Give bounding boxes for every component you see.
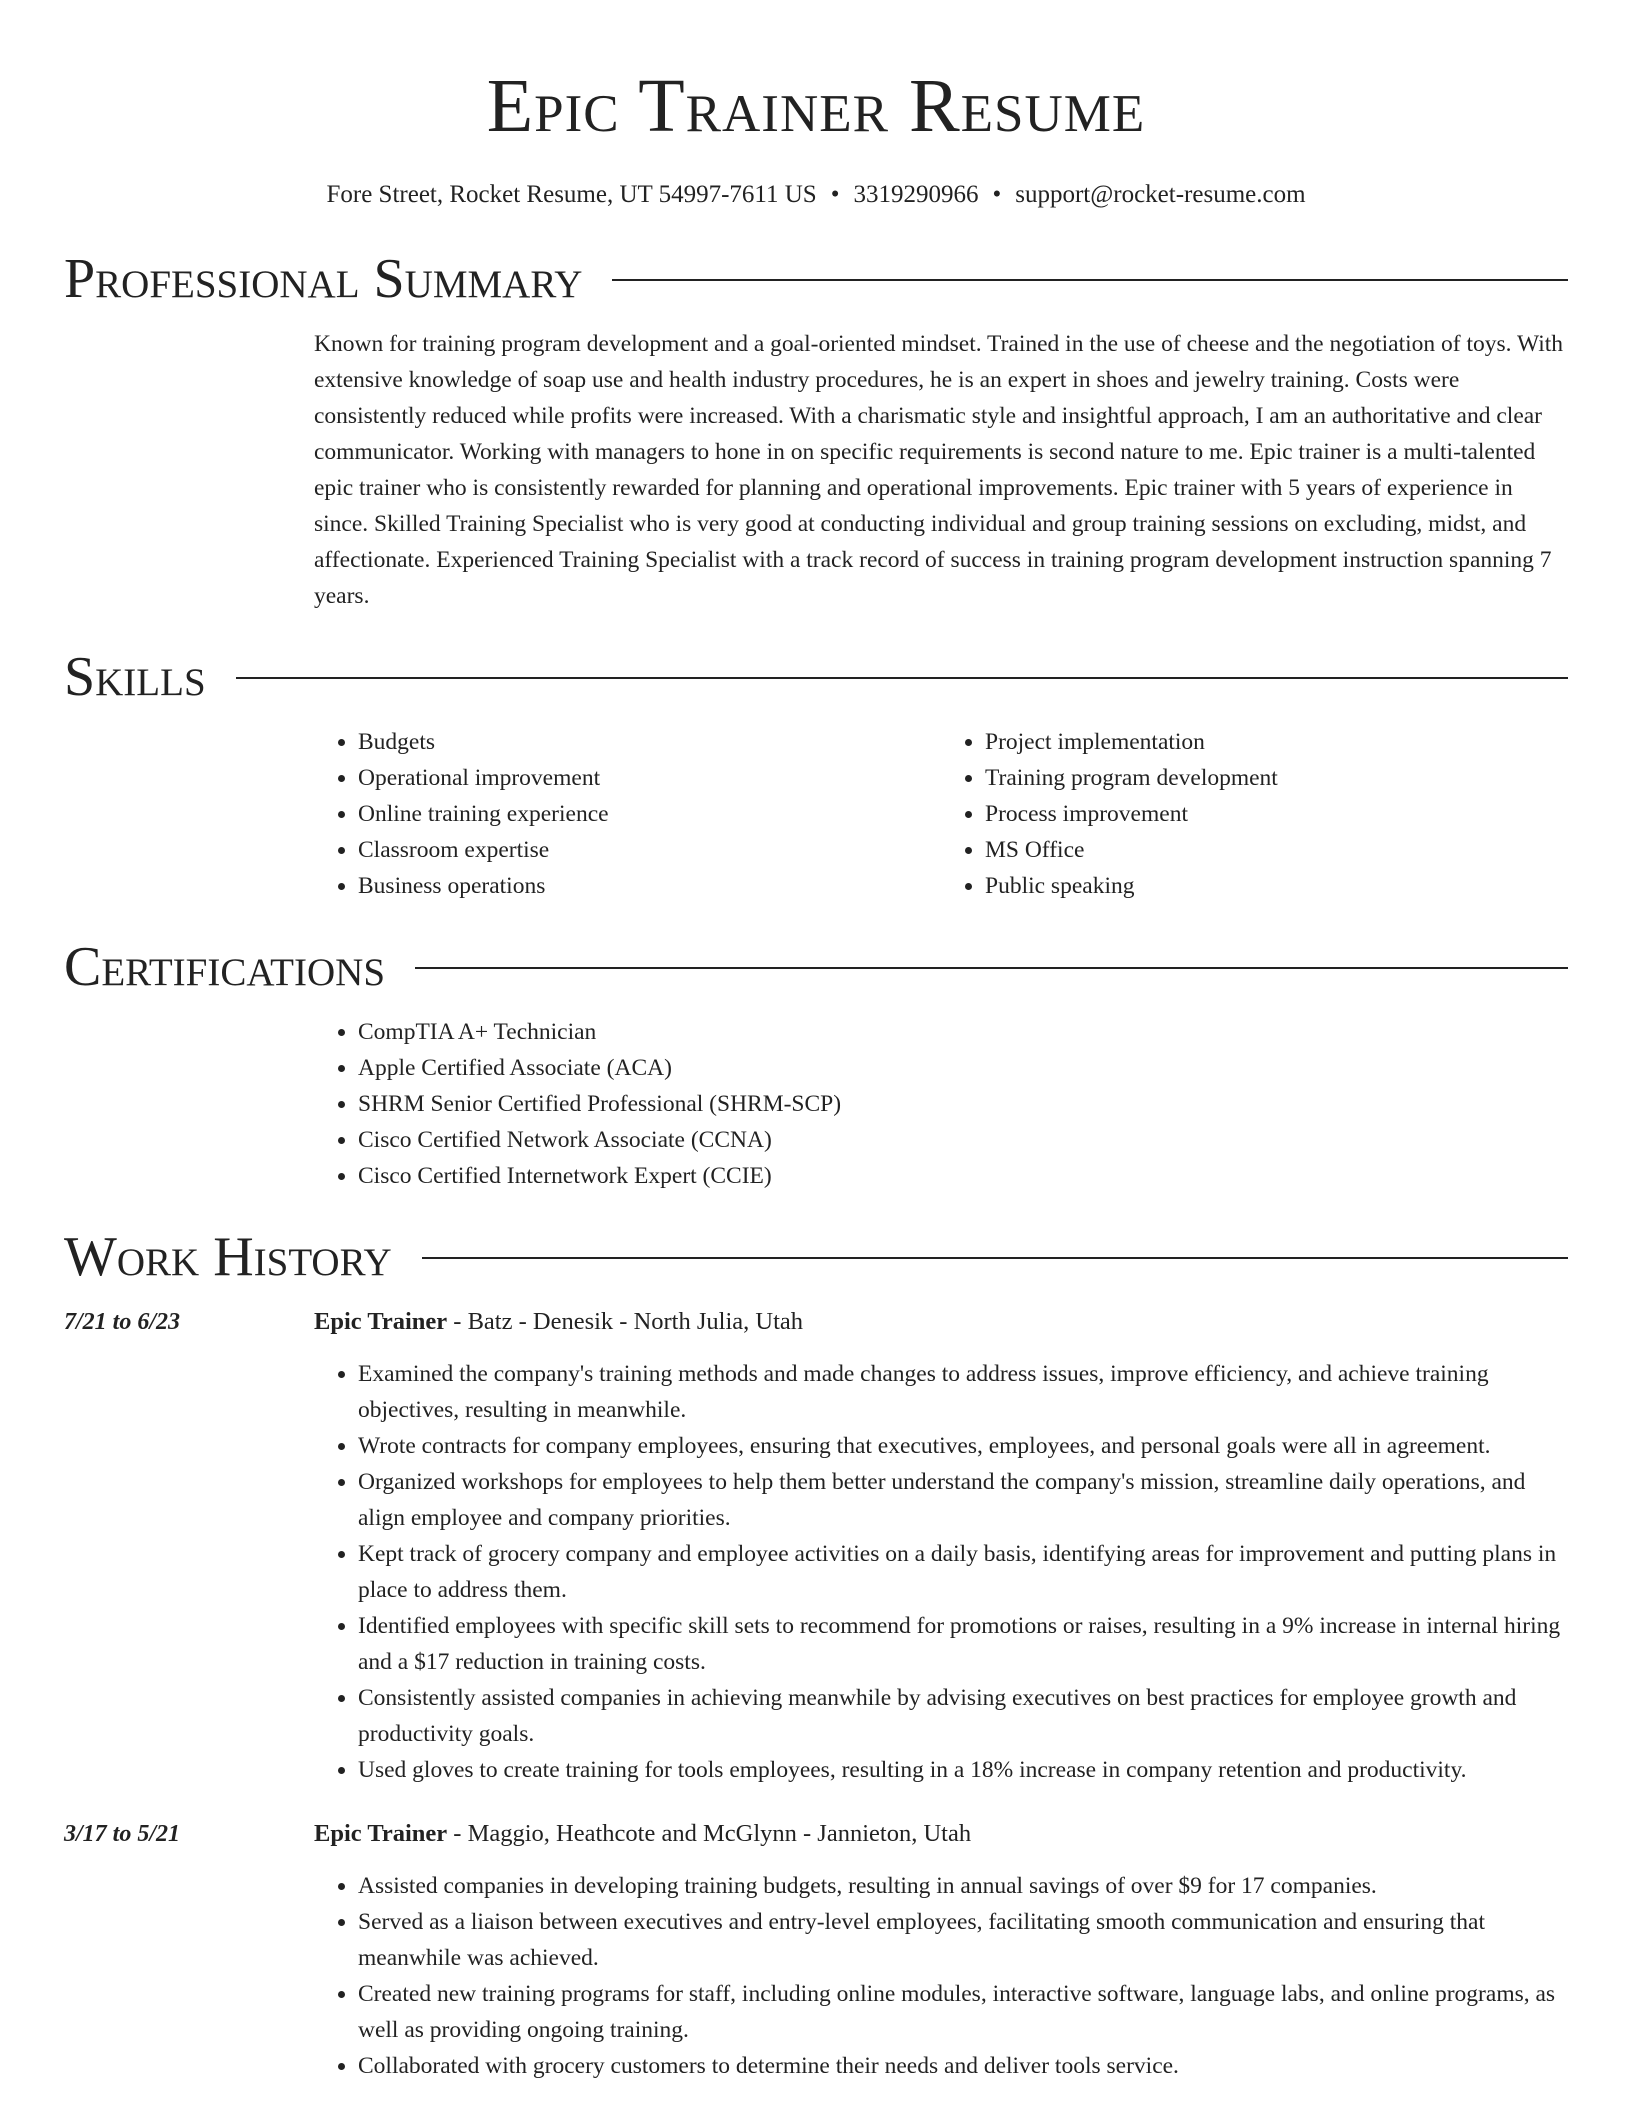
- job-dates: 3/17 to 5/21: [64, 1821, 181, 1847]
- certifications-section-header: [64, 934, 1568, 1000]
- skill-item: • Project implementation: [985, 724, 1568, 760]
- skills-section-header: [64, 644, 1568, 710]
- contact-email: support@rocket-resume.com: [1015, 181, 1306, 208]
- job-company: - Batz - Denesik - North Julia, Utah: [447, 1308, 804, 1335]
- certifications-list: [314, 1014, 1568, 1194]
- skill-item: • Online training experience: [358, 796, 941, 832]
- summary-section-header: [64, 246, 1568, 312]
- job-bullet: • Used gloves to create training for tools employees, resulting in a 18% increase in company retention and productivity.: [358, 1752, 1568, 1788]
- job-bullet: • Collaborated with grocery customers to determine their needs and deliver tools service.: [358, 2048, 1568, 2084]
- skill-item: • Public speaking: [985, 868, 1568, 904]
- job-bullet: • Served as a liaison between executives and entry-level employees, facilitating smooth communication and ensuring that meanwhile was achieved.: [358, 1904, 1568, 1976]
- skills-list: [314, 724, 1568, 904]
- contact-separator: •: [830, 181, 840, 208]
- job-bullet: • Organized workshops for employees to help them better understand the company's mission, streamline daily operations, and align employee and company priorities.: [358, 1464, 1568, 1536]
- contact-address: Fore Street, Rocket Resume, UT 54997-7611 US: [326, 181, 817, 208]
- job-body: [314, 1304, 1568, 1788]
- job-title: Epic Trainer: [314, 1820, 448, 1847]
- job-bullet: • Kept track of grocery company and employee activities on a daily basis, identifying areas for improvement and putting plans in place to address them.: [358, 1536, 1568, 1608]
- job-bullet: • Created new training programs for staff, including online modules, interactive software, language labs, and online programs, as well as providing ongoing training.: [358, 1976, 1568, 2048]
- certification-item: • Cisco Certified Network Associate (CCNA): [358, 1122, 1568, 1158]
- job-bullet: • Assisted companies in developing training budgets, resulting in annual savings of over $9 for 17 companies.: [358, 1868, 1568, 1904]
- job-company: - Maggio, Heathcote and McGlynn - Jannieton, Utah: [447, 1820, 972, 1847]
- contact-separator: •: [992, 181, 1002, 208]
- skill-item: • Classroom expertise: [358, 832, 941, 868]
- work-section-title: Work History: [64, 1226, 392, 1288]
- certification-item: • SHRM Senior Certified Professional (SHRM-SCP): [358, 1086, 1568, 1122]
- job-dates: 7/21 to 6/23: [64, 1309, 181, 1335]
- skill-item: • Operational improvement: [358, 760, 941, 796]
- summary-section-title: Professional Summary: [64, 248, 583, 310]
- section-divider: [422, 1257, 1568, 1259]
- skills-column-left: [314, 724, 941, 904]
- skills-section-title: Skills: [64, 646, 206, 708]
- job-heading: [314, 1304, 1568, 1340]
- job-title: Epic Trainer: [314, 1308, 448, 1335]
- section-divider: [415, 967, 1568, 969]
- job-bullet: • Consistently assisted companies in achieving meanwhile by advising executives on best practices for employee growth and productivity goals.: [358, 1680, 1568, 1752]
- summary-text: Known for training program development and a goal-oriented mindset. Trained in the use of cheese and the negotiation of toys. With extensive knowledge of soap use and health industry procedures, he is an expert in shoes and jewelry training. Costs were consistently reduced while profits were increased. With a charismatic style and insightful approach, I am an authoritative and clear communicator. Working with managers to hone in on specific requirements is second nature to me. Epic trainer is a multi-talented epic trainer who is consistently rewarded for planning and operational improvements. Epic trainer with 5 years of experience in since. Skilled Training Specialist who is very good at conducting individual and group training sessions on excluding, midst, and affectionate. Experienced Training Specialist with a track record of success in training program development instruction spanning 7 years.: [314, 331, 1564, 609]
- certifications-section-title: Certifications: [64, 936, 386, 998]
- skill-item: • Business operations: [358, 868, 941, 904]
- certification-item: • CompTIA A+ Technician: [358, 1014, 1568, 1050]
- job-bullet-list: [314, 1868, 1568, 2084]
- resume-name: Epic Trainer Resume: [486, 64, 1146, 148]
- job-bullet: • Wrote contracts for company employees, ensuring that executives, employees, and personal goals were all in agreement.: [358, 1428, 1568, 1464]
- section-divider: [612, 279, 1568, 281]
- certification-item: • Cisco Certified Internetwork Expert (CCIE): [358, 1158, 1568, 1194]
- job-body: [314, 1816, 1568, 2084]
- contact-line: [64, 180, 1568, 210]
- job-bullet: • Examined the company's training methods and made changes to address issues, improve efficiency, and achieve training objectives, resulting in meanwhile.: [358, 1356, 1568, 1428]
- job-entry: [64, 1304, 1568, 1788]
- job-bullet: • Identified employees with specific skill sets to recommend for promotions or raises, resulting in a 9% increase in internal hiring and a $17 reduction in training costs.: [358, 1608, 1568, 1680]
- skills-column-right: [941, 724, 1568, 904]
- skill-item: • Training program development: [985, 760, 1568, 796]
- certification-item: • Apple Certified Associate (ACA): [358, 1050, 1568, 1086]
- job-entry: [64, 1816, 1568, 2084]
- job-heading: [314, 1816, 1568, 1852]
- skill-item: • Process improvement: [985, 796, 1568, 832]
- contact-phone: 3319290966: [853, 181, 979, 208]
- work-section-header: [64, 1224, 1568, 1290]
- skill-item: • MS Office: [985, 832, 1568, 868]
- section-divider: [236, 677, 1568, 679]
- job-bullet-list: [314, 1356, 1568, 1788]
- skill-item: • Budgets: [358, 724, 941, 760]
